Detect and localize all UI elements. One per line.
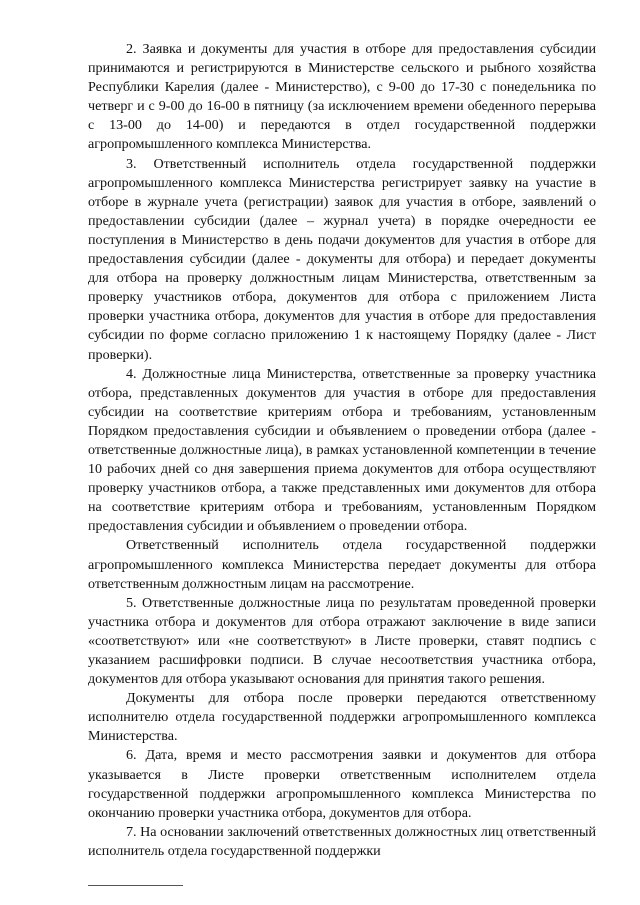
paragraph-5: 5. Ответственные должностные лица по результатам проведенной проверки участника отбора и документов для отбора отражают заключение в виде записи «соответствуют» или «не соответствуют» в Листе проверки, ставят подпись с указанием расшифровки подписи. В случае несоответствия участника отбора, документов для отбора указывают основания для принятия такого решения. xyxy=(88,594,596,688)
paragraph-4-continuation: Ответственный исполнитель отдела государственной поддержки агропромышленного комплекса Министерства передает документы для отбора ответственным должностным лицам на рассмотрение. xyxy=(88,537,596,592)
paragraph-2: 2. Заявка и документы для участия в отборе для предоставления субсидии принимаются и регистрируются в Министерстве сельского и рыбного хозяйства Республики Карелия (далее - Министерство), с 9-00 до 17-30 с понедельника по четверг и с 9-00 до 16-00 в пятницу (за исключением времени обеденного перерыва с 13-00 до 14-00) и передаются в отдел государственной поддержки агропромышленного комплекса Министерства. xyxy=(88,41,596,153)
paragraph-6: 6. Дата, время и место рассмотрения заявки и документов для отбора указывается в Листе проверки ответственным исполнителем отдела государственной поддержки агропромышленного комплекса Министерства по окончанию проверки участника отбора, документов для отбора. xyxy=(88,747,596,821)
document-body xyxy=(88,40,596,861)
paragraph-3: 3. Ответственный исполнитель отдела государственной поддержки агропромышленного комплекса Министерства регистрирует заявку на участие в отборе в журнале учета (регистрации) заявок для участия в отборе, заявлений о предоставлении субсидии (далее – журнал учета) в порядке очередности ее поступления в Министерство в день подачи документов для участия в отборе для предоставления субсидии (далее - документы для отбора) и передает документы для отбора на проверку должностным лицам Министерства, ответственным за проверку участников отбора, документов для отбора с приложением Листа проверки участника отбора, документов для участия в отборе для предоставления субсидии по форме согласно приложению 1 к настоящему Порядку (далее - Лист проверки). xyxy=(88,155,596,363)
paragraph-4: 4. Должностные лица Министерства, ответственные за проверку участника отбора, представленных документов для участия в отборе для предоставления субсидии на соответствие критериям отбора и требованиям, установленным Порядком предоставления субсидии и объявлением о проведении отбора (далее - ответственные должностные лица), в рамках установленной компетенции в течение 10 рабочих дней со дня завершения приема документов для отбора осуществляют проверку участников отбора, а также представленных ими документов для отбора на соответствие критериям отбора и требованиям, установленным Порядком предоставления субсидии и объявлением о проведении отбора. xyxy=(88,365,596,535)
paragraph-7: 7. На основании заключений ответственных должностных лиц ответственный исполнитель отдела государственной поддержки xyxy=(88,823,596,859)
footnote-separator xyxy=(88,885,183,886)
paragraph-5-continuation: Документы для отбора после проверки передаются ответственному исполнителю отдела государственной поддержки агропромышленного комплекса Министерства. xyxy=(88,690,596,745)
